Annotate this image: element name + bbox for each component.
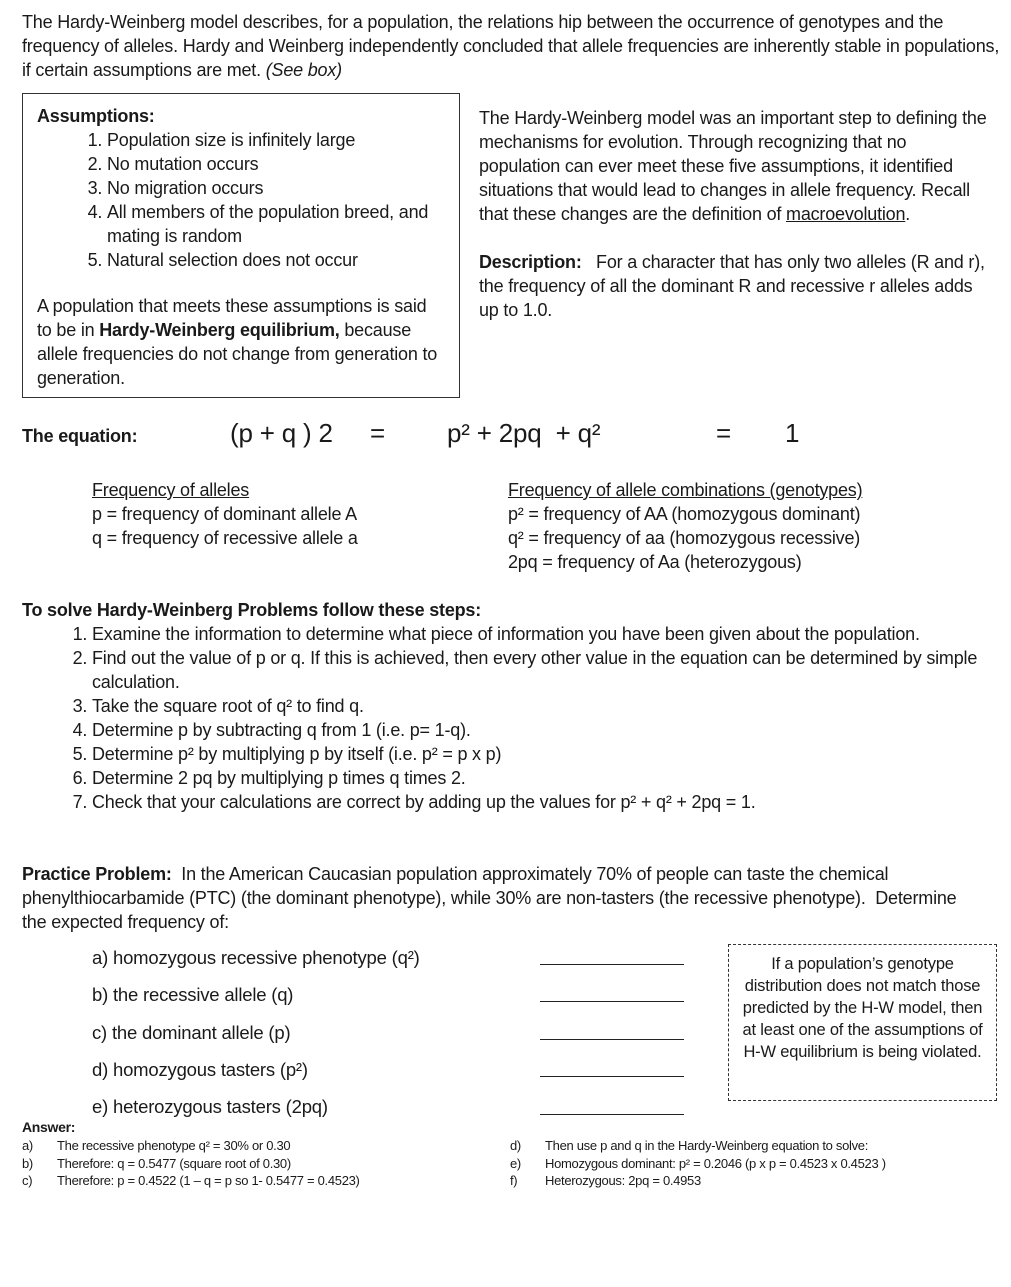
question-d: d) homozygous tasters (p²) xyxy=(92,1059,308,1080)
answer-text: Therefore: q = 0.5477 (square root of 0.30) xyxy=(57,1155,291,1171)
step-item: 7. Check that your calculations are correct by adding up the values for p² + q² + 2pq = 1. xyxy=(92,790,982,814)
answer-text: Heterozygous: 2pq = 0.4953 xyxy=(545,1173,701,1188)
step-item: 4. Determine p by subtracting q from 1 (i.e. p= 1-q). xyxy=(92,718,982,742)
assumptions-box xyxy=(22,93,460,398)
steps-section xyxy=(22,598,982,814)
answer-letter: f) xyxy=(510,1173,518,1188)
answer-letter: a) xyxy=(22,1138,33,1153)
section-title: Frequency of alleles xyxy=(92,480,250,500)
definition-line: 2pq = frequency of Aa (heterozygous) xyxy=(508,552,802,572)
answer-text: Homozygous dominant: p² = 0.2046 (p x p = 0.4523 x 0.4523 ) xyxy=(545,1155,886,1171)
assumptions-title: Assumptions: xyxy=(37,106,155,126)
assumption-item: 1. Population size is infinitely large xyxy=(107,128,445,152)
answer-text: The recessive phenotype q² = 30% or 0.30 xyxy=(57,1138,291,1153)
question-e: e) heterozygous tasters (2pq) xyxy=(92,1096,328,1117)
step-item: 6. Determine 2 pq by multiplying p times q times 2. xyxy=(92,766,982,790)
assumption-item: 3. No migration occurs xyxy=(107,176,445,200)
step-item: 1. Examine the information to determine what piece of information you have been given about the population. xyxy=(92,622,982,646)
equilibrium-definition: A population that meets these assumptions is said to be in Hardy-Weinberg equilibrium, because allele frequencies do not change from generation to generation. xyxy=(37,296,438,388)
steps-list xyxy=(22,622,982,814)
definition-line: q = frequency of recessive allele a xyxy=(92,528,358,548)
equation-lhs: (p + q ) 2 xyxy=(230,418,333,448)
answer-letter: c) xyxy=(22,1173,33,1188)
equals-sign: = xyxy=(716,418,731,448)
question-c: c) the dominant allele (p) xyxy=(92,1022,291,1043)
section-title: Frequency of allele combinations (genotypes) xyxy=(508,480,863,500)
step-item: 5. Determine p² by multiplying p by itself (i.e. p² = p x p) xyxy=(92,742,982,766)
step-item: 2. Find out the value of p or q. If this is achieved, then every other value in the equation can be determined by simple calculation. xyxy=(92,646,982,694)
answer-blank-e[interactable] xyxy=(540,1114,684,1115)
practice-problem: Practice Problem: In the American Caucasian population approximately 70% of people can taste the chemical phenylthiocarbamide (PTC) (the dominant phenotype), while 30% are non-tasters (the recessive phenotype). Determine the expected frequency of: xyxy=(22,864,962,932)
intro-paragraph: The Hardy-Weinberg model describes, for a population, the relations hip between the occurrence of genotypes and the frequency of alleles. Hardy and Weinberg independently concluded that allele frequencies are inherently stable in populations, if certain assumptions are met. (See box) xyxy=(22,12,1000,80)
equation-rhs: p² + 2pq + q² xyxy=(447,418,601,448)
assumption-item: 2. No mutation occurs xyxy=(107,152,445,176)
description-paragraph: Description: For a character that has only two alleles (R and r), the frequency of all the dominant R and recessive r alleles adds up to 1.0. xyxy=(479,252,990,320)
assumptions-list xyxy=(37,128,445,272)
answer-text: Therefore: p = 0.4522 (1 – q = p so 1- 0.5477 = 0.4523) xyxy=(57,1173,360,1188)
assumption-item: 4. All members of the population breed, and mating is random xyxy=(107,200,445,248)
definition-line: p = frequency of dominant allele A xyxy=(92,504,357,524)
answer-blank-b[interactable] xyxy=(540,1001,684,1002)
frequency-of-genotypes xyxy=(508,478,862,574)
steps-title: To solve Hardy-Weinberg Problems follow these steps: xyxy=(22,600,482,620)
right-column xyxy=(479,106,989,322)
answer-letter: e) xyxy=(510,1155,521,1171)
macroevolution-term: macroevolution xyxy=(786,204,906,224)
answer-title: Answer: xyxy=(22,1119,76,1135)
equation-result: 1 xyxy=(785,418,800,448)
step-item: 3. Take the square root of q² to find q. xyxy=(92,694,982,718)
answer-text: Then use p and q in the Hardy-Weinberg equation to solve: xyxy=(545,1138,869,1153)
answer-key xyxy=(0,1137,1011,1197)
answer-letter: d) xyxy=(510,1138,521,1153)
answer-letter: b) xyxy=(22,1155,33,1171)
model-importance-paragraph: The Hardy-Weinberg model was an important step to defining the mechanisms for evolution. Through recognizing that no population can ever meet these five assumptions, it identified situations that would lead to changes in allele frequency. Recall that these changes are the definition of macroevolution. xyxy=(479,108,987,224)
frequency-of-alleles xyxy=(92,478,358,550)
answer-blank-c[interactable] xyxy=(540,1039,684,1040)
equals-sign: = xyxy=(370,418,385,448)
question-b: b) the recessive allele (q) xyxy=(92,984,294,1005)
equation-label: The equation: xyxy=(22,426,138,446)
definition-line: p² = frequency of AA (homozygous dominant) xyxy=(508,504,861,524)
answer-blank-d[interactable] xyxy=(540,1076,684,1077)
answer-blank-a[interactable] xyxy=(540,964,684,965)
equation-row xyxy=(0,418,1011,458)
definition-line: q² = frequency of aa (homozygous recessive) xyxy=(508,528,861,548)
hw-violation-note: If a population’s genotype distribution does not match those predicted by the H-W model, then at least one of the assumptions of H-W equilibrium is being violated. xyxy=(728,944,997,1101)
question-a: a) homozygous recessive phenotype (q²) xyxy=(92,947,420,968)
assumption-item: 5. Natural selection does not occur xyxy=(107,248,445,272)
